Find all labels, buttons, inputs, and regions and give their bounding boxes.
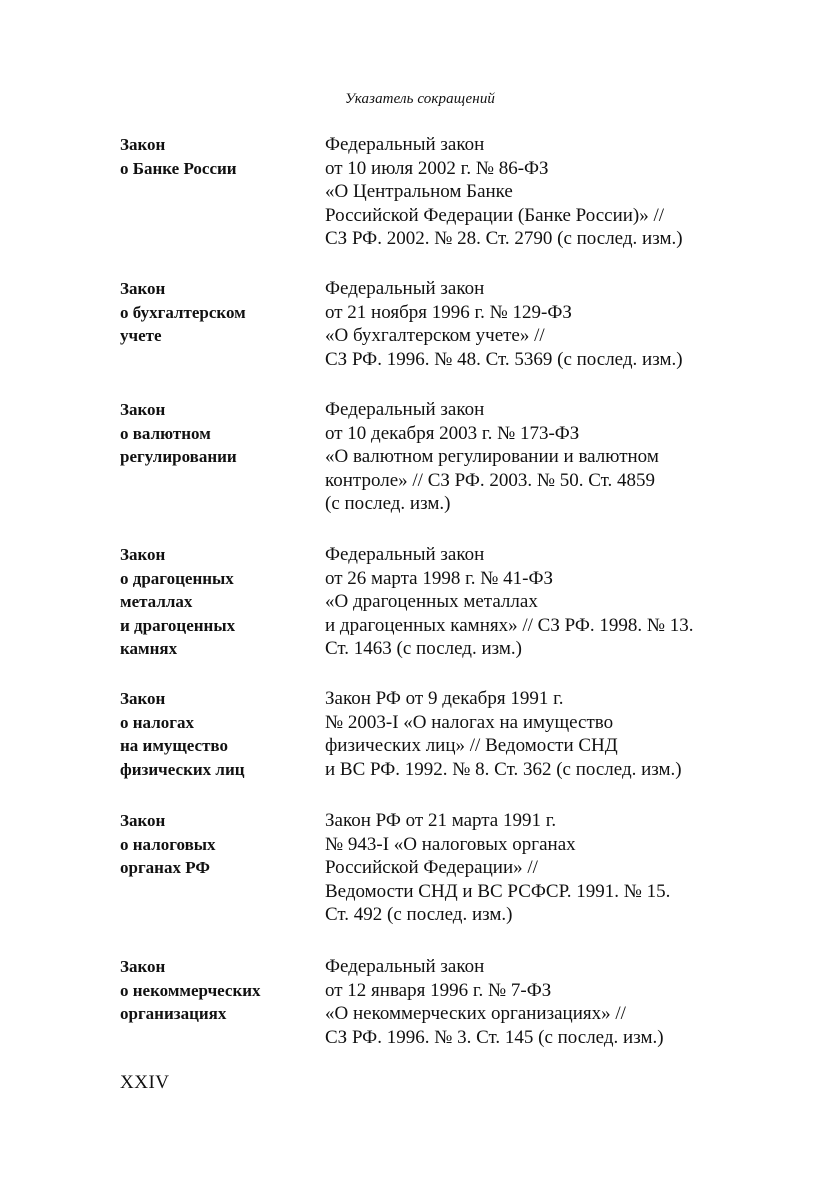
entry-definition-line: Российской Федерации» // — [325, 857, 538, 879]
entry-definition — [325, 809, 780, 927]
entry-definition — [325, 687, 780, 781]
entry-definition-line: Ст. 492 (с послед. изм.) — [325, 904, 513, 926]
entry-definition-line: № 2003-I «О налогах на имущество — [325, 711, 614, 733]
entry-term-line: учете — [120, 326, 162, 346]
abbreviation-entry — [120, 133, 780, 251]
entry-term — [120, 543, 325, 661]
entry-term-line: металлах — [120, 592, 193, 612]
abbreviation-entry — [120, 398, 780, 516]
entry-term-line: физических лиц — [120, 759, 245, 779]
entry-definition-line: Федеральный закон — [325, 278, 485, 299]
entry-term-line: о некоммерческих — [120, 980, 261, 1000]
entry-definition-line: СЗ РФ. 2002. № 28. Ст. 2790 (с послед. изм.) — [325, 228, 683, 250]
entry-definition-line: (с послед. изм.) — [325, 493, 451, 515]
entry-definition-line: СЗ РФ. 1996. № 48. Ст. 5369 (с послед. изм.) — [325, 348, 683, 370]
entry-definition-line: от 10 июля 2002 г. № 86-ФЗ — [325, 157, 549, 179]
entry-definition-line: Федеральный закон — [325, 399, 485, 420]
entry-term-line: о Банке России — [120, 158, 237, 178]
entry-term-line: Закон — [120, 811, 166, 830]
abbreviation-entry — [120, 687, 780, 781]
entry-definition-line: Федеральный закон — [325, 544, 485, 565]
entry-term — [120, 955, 325, 1026]
entry-term — [120, 398, 325, 469]
entry-definition — [325, 955, 780, 1049]
entry-definition-line: СЗ РФ. 1996. № 3. Ст. 145 (с послед. изм.) — [325, 1026, 664, 1048]
entry-definition-line: от 10 декабря 2003 г. № 173-ФЗ — [325, 422, 580, 444]
entry-term-line: организациях — [120, 1004, 227, 1024]
entry-term-line: и драгоценных — [120, 615, 236, 635]
entry-definition-line: от 26 марта 1998 г. № 41-ФЗ — [325, 567, 553, 589]
entry-term-line: Закон — [120, 545, 166, 564]
entry-definition-line: от 12 января 1996 г. № 7-ФЗ — [325, 979, 552, 1001]
entry-term — [120, 809, 325, 880]
entry-definition — [325, 133, 780, 251]
entry-definition-line: от 21 ноября 1996 г. № 129-ФЗ — [325, 301, 572, 323]
entry-term-line: о налогах — [120, 712, 194, 732]
entry-definition-line: «О Центральном Банке — [325, 181, 513, 203]
entry-term-line: о налоговых — [120, 834, 216, 854]
entry-term-line: Закон — [120, 135, 166, 154]
entry-term-line: о валютном — [120, 423, 211, 443]
entry-definition-line: Закон РФ от 21 марта 1991 г. — [325, 810, 557, 831]
entry-definition — [325, 398, 780, 516]
page-number: XXIV — [120, 1072, 170, 1093]
entry-term-line: о драгоценных — [120, 568, 234, 588]
entry-term-line: регулировании — [120, 447, 237, 467]
entry-definition-line: «О бухгалтерском учете» // — [325, 325, 545, 347]
entry-term — [120, 133, 325, 180]
entry-definition-line: № 943-I «О налоговых органах — [325, 833, 576, 855]
abbreviation-entry — [120, 955, 780, 1049]
entry-term-line: камнях — [120, 639, 178, 659]
entry-definition-line: Российской Федерации (Банке России)» // — [325, 204, 665, 226]
abbreviation-entry — [120, 277, 780, 371]
abbreviation-entry — [120, 809, 780, 927]
entry-term-line: о бухгалтерском — [120, 302, 246, 322]
entry-definition-line: Ведомости СНД и ВС РСФСР. 1991. № 15. — [325, 880, 671, 902]
entry-definition-line: контроле» // СЗ РФ. 2003. № 50. Ст. 4859 — [325, 469, 656, 491]
entry-term-line: Закон — [120, 400, 166, 419]
running-header: Указатель сокращений — [344, 91, 496, 107]
entry-definition-line: «О драгоценных металлах — [325, 591, 538, 613]
entry-definition-line: Федеральный закон — [325, 134, 485, 155]
entry-term-line: Закон — [120, 689, 166, 708]
entry-term-line: Закон — [120, 279, 166, 298]
entry-definition — [325, 277, 780, 371]
entry-term-line: на имущество — [120, 736, 228, 756]
entry-definition-line: Закон РФ от 9 декабря 1991 г. — [325, 688, 564, 709]
entry-definition — [325, 543, 780, 661]
entry-term-line: органах РФ — [120, 858, 210, 878]
entry-definition-line: Федеральный закон — [325, 956, 485, 977]
entry-term — [120, 687, 325, 781]
entry-definition-line: «О некоммерческих организациях» // — [325, 1003, 626, 1025]
entry-term-line: Закон — [120, 957, 166, 976]
entry-definition-line: и драгоценных камнях» // СЗ РФ. 1998. № 13. — [325, 614, 694, 636]
entry-definition-line: «О валютном регулировании и валютном — [325, 446, 659, 468]
abbreviation-entry — [120, 543, 780, 661]
entry-term — [120, 277, 325, 348]
entry-definition-line: физических лиц» // Ведомости СНД — [325, 735, 618, 757]
entry-definition-line: и ВС РФ. 1992. № 8. Ст. 362 (с послед. изм.) — [325, 758, 682, 780]
entry-definition-line: Ст. 1463 (с послед. изм.) — [325, 638, 522, 660]
